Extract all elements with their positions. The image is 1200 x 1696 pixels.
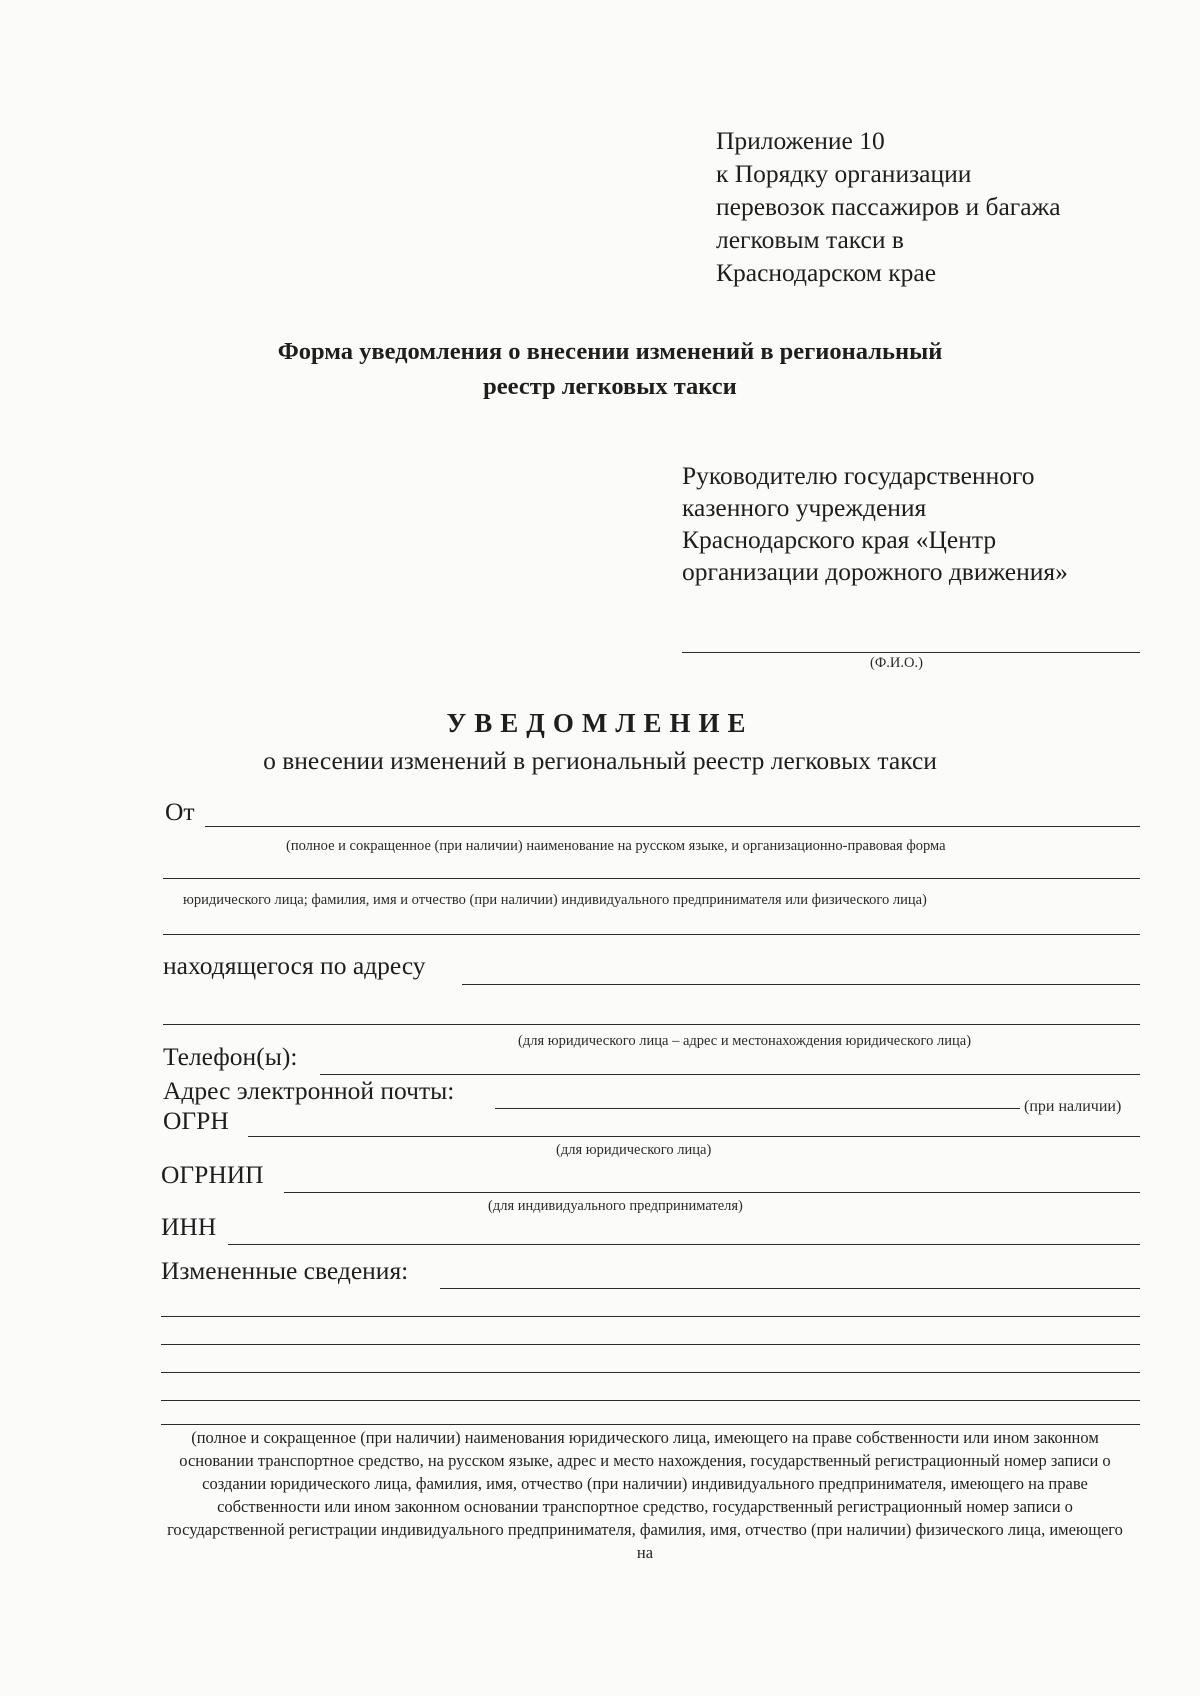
changed-info-line[interactable] — [440, 1288, 1140, 1289]
addressee-line: Краснодарского края «Центр — [682, 525, 997, 554]
appendix-line: перевозок пассажиров и багажа — [716, 192, 1061, 221]
form-title — [150, 334, 1070, 404]
email-label: Адрес электронной почты: — [163, 1076, 455, 1105]
from-line[interactable] — [205, 826, 1140, 827]
fio-line[interactable] — [682, 652, 1140, 653]
changed-info-label: Измененные сведения: — [161, 1256, 409, 1285]
email-note: (при наличии) — [1024, 1098, 1122, 1115]
from-line-3[interactable] — [163, 934, 1140, 935]
notice-title: УВЕДОМЛЕНИЕ — [446, 708, 754, 738]
email-line[interactable] — [495, 1108, 1020, 1109]
changed-info-caption: (полное и сокращенное (при наличии) наименования юридического лица, имеющего на праве собственности или ином законном основании транспортное средство, на русском языке, адрес и место нахождения, государственный регистрационный номер записи о создании юридического лица, фамилия, имя, отчество (при наличии) индивидуального предпринимателя, имеющего на праве собственности или ином законном основании транспортное средство, государственный регистрационный номер записи о государственной регистрации индивидуального предпринимателя, фамилия, имя, отчество (при наличии) физического лица, имеющего на — [167, 1428, 1123, 1562]
ogrn-line[interactable] — [248, 1136, 1140, 1137]
appendix-line: Краснодарском крае — [716, 258, 937, 287]
ogrn-label: ОГРН — [163, 1106, 229, 1135]
changed-info-line-3[interactable] — [161, 1344, 1140, 1345]
address-line[interactable] — [462, 984, 1140, 985]
changed-info-line-4[interactable] — [161, 1372, 1140, 1373]
notice-subtitle: о внесении изменений в региональный реестр легковых такси — [263, 746, 937, 775]
phone-line[interactable] — [320, 1074, 1140, 1075]
phone-label: Телефон(ы): — [163, 1042, 298, 1071]
addressee-line: казенного учреждения — [682, 493, 927, 522]
form-title-line: Форма уведомления о внесении изменений в региональный — [277, 338, 943, 365]
ogrnip-label: ОГРНИП — [161, 1160, 264, 1189]
appendix-line: Приложение 10 — [716, 126, 885, 155]
inn-line[interactable] — [228, 1244, 1140, 1245]
fio-caption: (Ф.И.О.) — [870, 655, 923, 671]
appendix-block — [716, 124, 1061, 289]
changed-info-line-2[interactable] — [161, 1316, 1140, 1317]
from-line-2[interactable] — [163, 878, 1140, 879]
ogrn-caption: (для юридического лица) — [556, 1142, 712, 1158]
appendix-line: к Порядку организации — [716, 159, 972, 188]
from-caption-1: (полное и сокращенное (при наличии) наименование на русском языке, и организационно-правовая форма — [286, 838, 946, 854]
addressee-line: Руководителю государственного — [682, 461, 1035, 490]
address-line-2[interactable] — [163, 1024, 1140, 1025]
addressee-line: организации дорожного движения» — [682, 557, 1068, 586]
from-label: От — [165, 797, 195, 826]
addressee-block — [682, 460, 1068, 588]
address-label: находящегося по адресу — [163, 951, 426, 980]
changed-info-line-5[interactable] — [161, 1400, 1140, 1401]
ogrnip-caption: (для индивидуального предпринимателя) — [488, 1198, 743, 1214]
appendix-line: легковым такси в — [716, 225, 904, 254]
ogrnip-line[interactable] — [284, 1192, 1140, 1193]
address-caption: (для юридического лица – адрес и местонахождения юридического лица) — [518, 1033, 972, 1049]
from-caption-2: юридического лица; фамилия, имя и отчество (при наличии) индивидуального предпринимателя или физического лица) — [183, 892, 927, 908]
inn-label: ИНН — [161, 1212, 217, 1241]
changed-info-line-6[interactable] — [161, 1424, 1140, 1425]
form-title-line: реестр легковых такси — [483, 373, 737, 400]
